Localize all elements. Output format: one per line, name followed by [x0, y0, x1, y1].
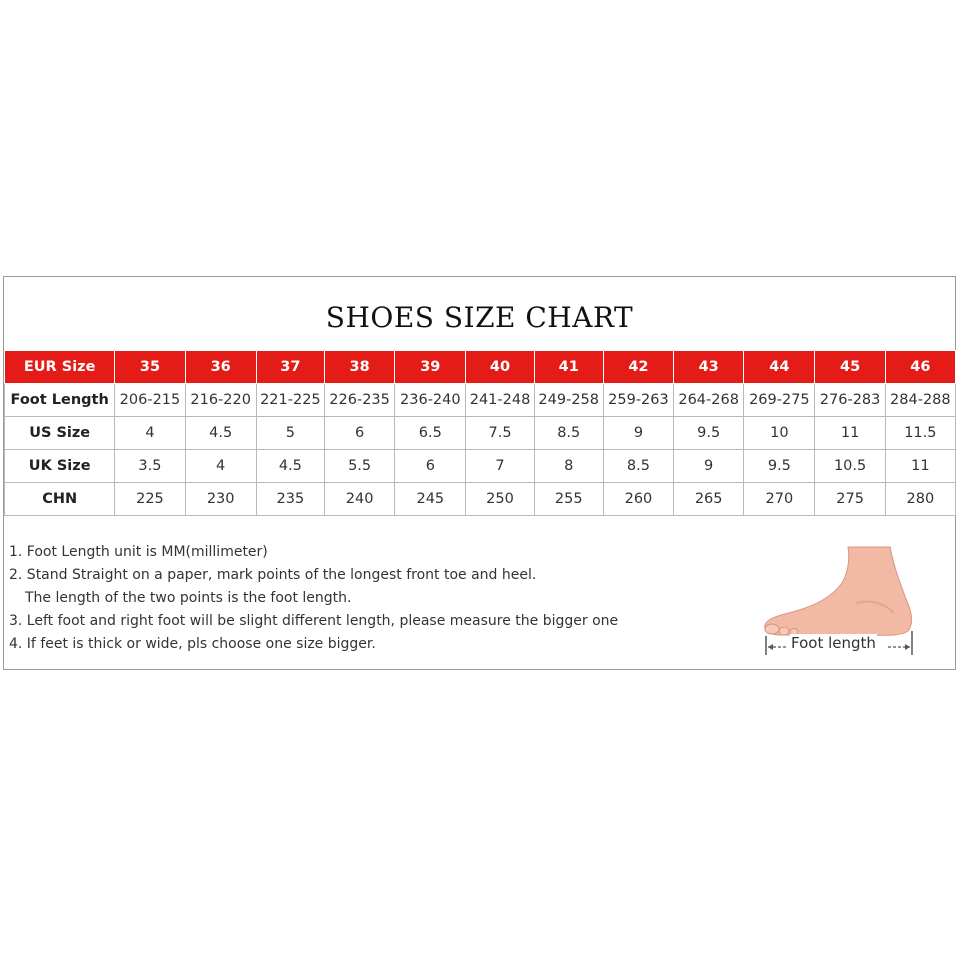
table-cell: 11	[815, 417, 885, 450]
eur-size-cell: 37	[256, 351, 324, 384]
table-cell: 270	[744, 483, 815, 516]
row-label-foot-length: Foot Length	[5, 384, 115, 417]
table-cell: 275	[815, 483, 885, 516]
table-cell: 7.5	[466, 417, 534, 450]
note-4: 4. If feet is thick or wide, pls choose one size bigger.	[9, 636, 376, 652]
table-cell: 255	[534, 483, 603, 516]
note-2: 2. Stand Straight on a paper, mark points of the longest front toe and heel.	[9, 567, 537, 583]
table-cell: 260	[603, 483, 673, 516]
row-label-eur-size: EUR Size	[5, 351, 115, 384]
table-cell: 265	[674, 483, 744, 516]
table-cell: 249-258	[534, 384, 603, 417]
foot-length-label: Foot length	[791, 634, 876, 652]
table-cell: 9	[674, 450, 744, 483]
table-cell: 8.5	[603, 450, 673, 483]
table-cell: 264-268	[674, 384, 744, 417]
row-label-uk-size: UK Size	[5, 450, 115, 483]
chart-title: SHOES SIZE CHART	[325, 301, 634, 334]
eur-size-cell: 36	[185, 351, 256, 384]
table-cell: 8	[534, 450, 603, 483]
size-table	[4, 350, 956, 516]
eur-size-cell: 44	[744, 351, 815, 384]
note-1: 1. Foot Length unit is MM(millimeter)	[9, 544, 268, 560]
us-size-row	[5, 417, 956, 450]
table-cell: 4.5	[185, 417, 256, 450]
eur-size-cell: 39	[395, 351, 466, 384]
table-cell: 269-275	[744, 384, 815, 417]
table-cell: 11.5	[885, 417, 955, 450]
table-cell: 9.5	[674, 417, 744, 450]
table-cell: 241-248	[466, 384, 534, 417]
table-cell: 4	[185, 450, 256, 483]
table-cell: 5	[256, 417, 324, 450]
table-cell: 6	[324, 417, 394, 450]
table-cell: 245	[395, 483, 466, 516]
uk-size-row	[5, 450, 956, 483]
eur-size-cell: 45	[815, 351, 885, 384]
table-cell: 225	[115, 483, 185, 516]
table-cell: 221-225	[256, 384, 324, 417]
table-cell: 6	[395, 450, 466, 483]
eur-size-cell: 38	[324, 351, 394, 384]
foot-length-illustration	[760, 543, 920, 659]
table-cell: 280	[885, 483, 955, 516]
table-cell: 240	[324, 483, 394, 516]
chn-size-row	[5, 483, 956, 516]
table-cell: 206-215	[115, 384, 185, 417]
table-cell: 250	[466, 483, 534, 516]
table-cell: 284-288	[885, 384, 955, 417]
table-cell: 10.5	[815, 450, 885, 483]
table-cell: 10	[744, 417, 815, 450]
table-cell: 230	[185, 483, 256, 516]
eur-size-cell: 35	[115, 351, 185, 384]
table-cell: 226-235	[324, 384, 394, 417]
eur-size-cell: 43	[674, 351, 744, 384]
table-cell: 9	[603, 417, 673, 450]
table-cell: 4	[115, 417, 185, 450]
table-cell: 276-283	[815, 384, 885, 417]
row-label-chn: CHN	[5, 483, 115, 516]
table-cell: 216-220	[185, 384, 256, 417]
table-cell: 11	[885, 450, 955, 483]
foot-length-row	[5, 384, 956, 417]
table-cell: 235	[256, 483, 324, 516]
row-label-us-size: US Size	[5, 417, 115, 450]
note-2-continued: The length of the two points is the foot length.	[25, 590, 352, 606]
table-cell: 3.5	[115, 450, 185, 483]
table-cell: 5.5	[324, 450, 394, 483]
eur-size-cell: 42	[603, 351, 673, 384]
eur-size-cell: 40	[466, 351, 534, 384]
size-chart-panel	[3, 276, 956, 670]
note-3: 3. Left foot and right foot will be slight different length, please measure the bigger one	[9, 613, 619, 629]
eur-size-row	[5, 351, 956, 384]
table-cell: 8.5	[534, 417, 603, 450]
table-cell: 259-263	[603, 384, 673, 417]
table-cell: 9.5	[744, 450, 815, 483]
table-cell: 236-240	[395, 384, 466, 417]
table-cell: 6.5	[395, 417, 466, 450]
table-cell: 7	[466, 450, 534, 483]
eur-size-cell: 41	[534, 351, 603, 384]
eur-size-cell: 46	[885, 351, 955, 384]
table-cell: 4.5	[256, 450, 324, 483]
measurement-notes	[9, 541, 618, 656]
